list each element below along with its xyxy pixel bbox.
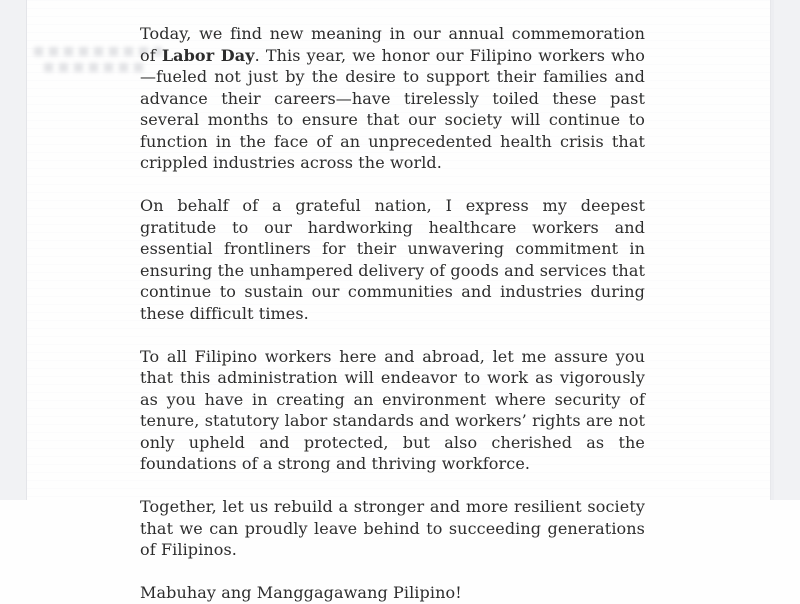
- letter-body: [140, 23, 645, 604]
- labor-day-bold-term: Labor Day: [161, 45, 255, 65]
- paragraph-rest-text: . This year, we honor our Filipino workers who—fueled not just by the desire to support their families and advance their careers—have tirelessly toiled these past several months to ensure that our society will continue to function in the face of an unprecedented health crisis that crippled industries across the world.: [140, 45, 645, 172]
- viewer-left-margin: [0, 0, 27, 500]
- paragraph-commemoration: [140, 23, 645, 174]
- viewer-right-margin: [770, 0, 800, 500]
- closing-line: Mabuhay ang Manggagawang Pilipino!: [140, 583, 462, 602]
- paragraph-gratitude: On behalf of a grateful nation, I express my deepest gratitude to our hardworking healthcare workers and essential frontliners for their unwavering commitment in ensuring the unhampered delivery of goods and services that continue to sustain our communities and industries during these difficult times.: [140, 196, 645, 323]
- paragraph-rebuild: Together, let us rebuild a stronger and more resilient society that we can proudly leave behind to succeeding generations of Filipinos.: [140, 497, 645, 559]
- paragraph-lead-text: Today, we find new meaning in our annual commemoration of: [140, 24, 645, 65]
- paragraph-assurance: To all Filipino workers here and abroad, let me assure you that this administration will endeavor to work as vigorously as you have in creating an environment where security of tenure, statutory labor standards and workers’ rights are not only upheld and protected, but also cherished as the foundations of a strong and thriving workforce.: [140, 346, 645, 473]
